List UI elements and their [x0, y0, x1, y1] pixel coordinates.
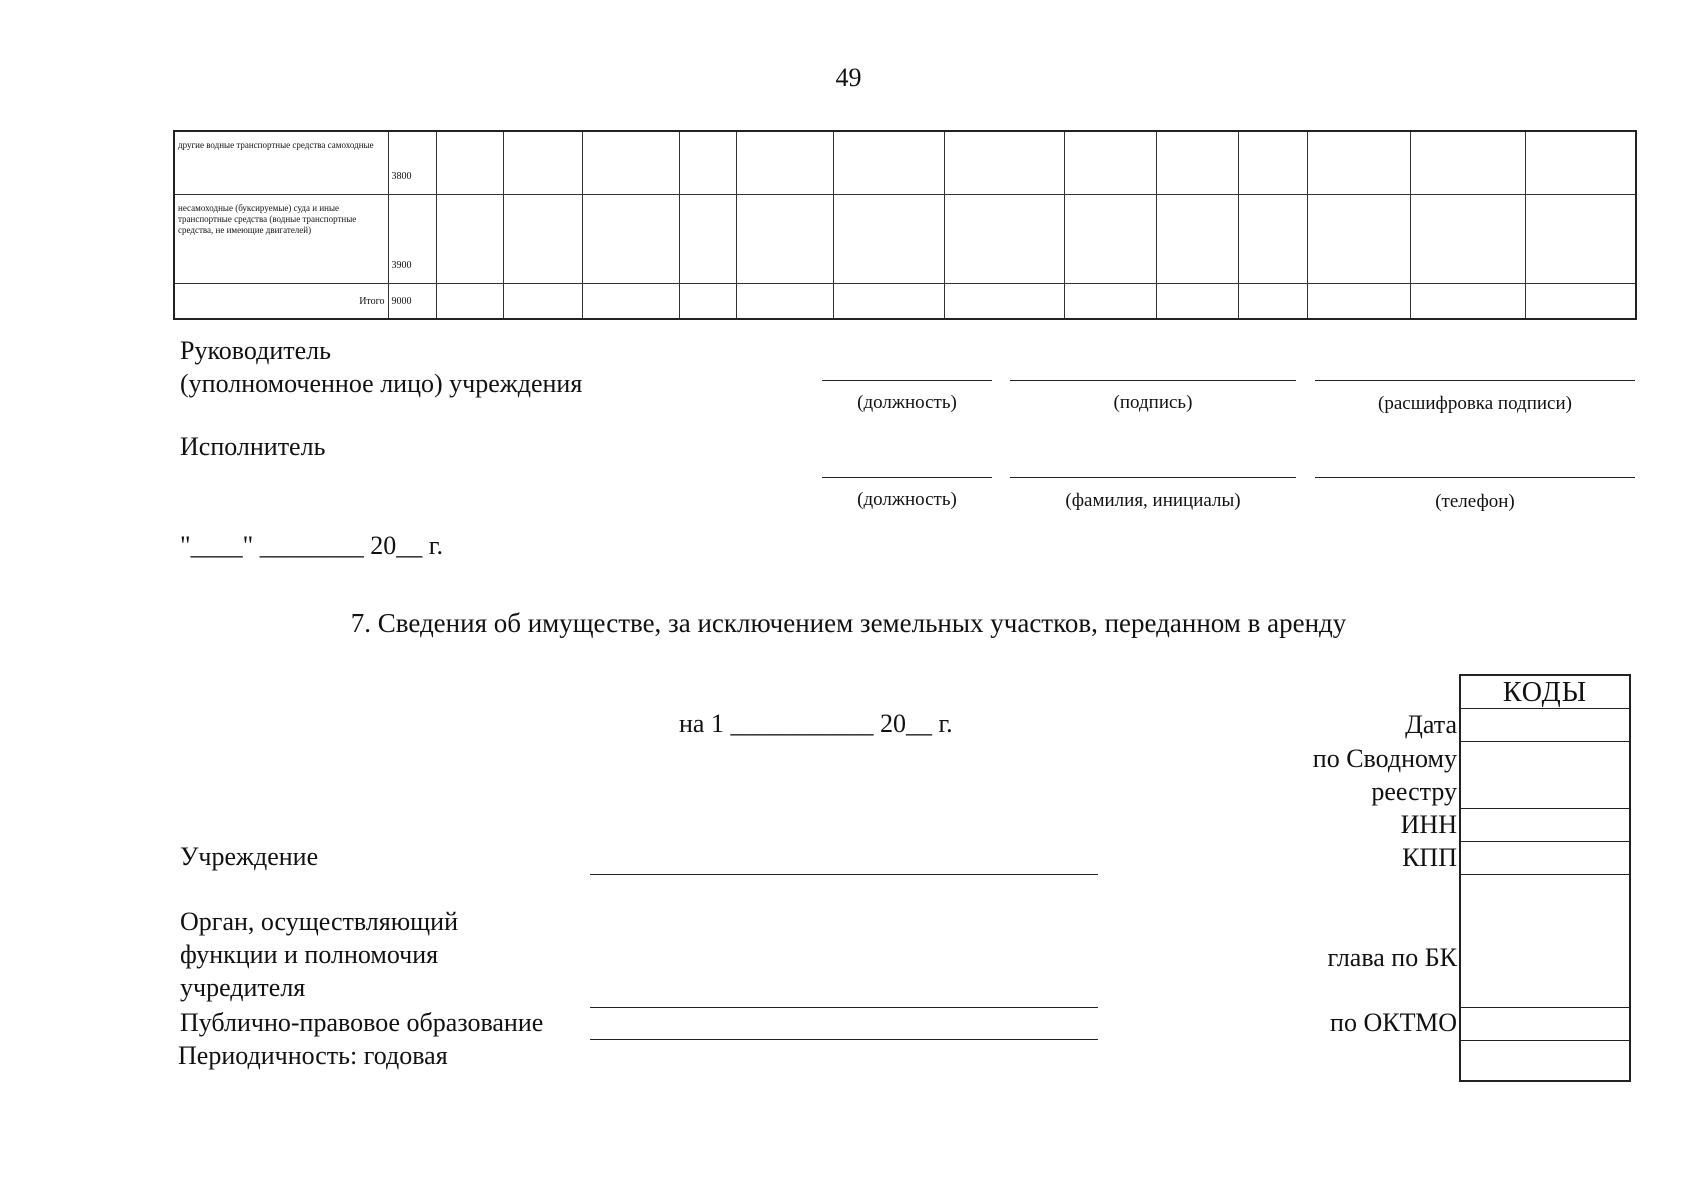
table-cell — [1156, 284, 1238, 320]
table-cell — [1525, 284, 1636, 320]
row-name: Итого — [174, 284, 388, 320]
registry-label: по Сводному — [1312, 744, 1457, 773]
table-cell — [1156, 131, 1238, 195]
oktmo-label: по ОКТМО — [1330, 1008, 1457, 1037]
report-date: на 1 ___________ 20__ г. — [679, 709, 953, 738]
table-cell — [503, 284, 582, 320]
row-code: 3900 — [388, 195, 436, 284]
table-cell — [736, 131, 833, 195]
date-label: Дата — [1405, 710, 1457, 739]
head-decoding-line — [1315, 380, 1635, 381]
table-cell — [1064, 195, 1156, 284]
institution-line — [590, 874, 1098, 875]
table-cell — [582, 284, 679, 320]
code-cell-registry — [1461, 742, 1629, 809]
executor-label: Исполнитель — [180, 432, 326, 461]
executor-position-line — [822, 477, 992, 478]
table-cell — [679, 195, 736, 284]
table-cell — [1307, 284, 1410, 320]
head-label-sub: (уполномоченное лицо) учреждения — [180, 369, 583, 398]
table-cell — [503, 195, 582, 284]
periodicity-label: Периодичность: годовая — [178, 1041, 448, 1070]
table-cell — [582, 131, 679, 195]
executor-phone-line — [1315, 477, 1635, 478]
table-cell — [736, 195, 833, 284]
founder-label-2: функции и полномочия — [180, 940, 439, 969]
executor-name-line — [1010, 477, 1296, 478]
founder-label-3: учредителя — [180, 973, 306, 1002]
row-code: 9000 — [388, 284, 436, 320]
table-cell — [833, 195, 944, 284]
table-cell — [1307, 131, 1410, 195]
institution-label: Учреждение — [180, 842, 319, 871]
code-cell-oktmo — [1461, 1008, 1629, 1041]
table-cell — [944, 284, 1064, 320]
code-cell-bk — [1461, 875, 1629, 1008]
registry-label-2: реестру — [1371, 777, 1457, 806]
table-cell — [1238, 131, 1307, 195]
founder-label: Орган, осуществляющий — [180, 907, 458, 936]
page-number: 49 — [835, 63, 862, 92]
head-signature-line — [1010, 380, 1296, 381]
table-cell — [679, 131, 736, 195]
table-cell — [582, 195, 679, 284]
table-cell — [1156, 195, 1238, 284]
codes-title: КОДЫ — [1461, 676, 1629, 709]
table-cell — [1238, 195, 1307, 284]
table-cell — [833, 284, 944, 320]
table-cell — [1525, 195, 1636, 284]
head-label: Руководитель — [180, 336, 331, 365]
head-position-caption: (должность) — [857, 392, 957, 413]
table-cell — [1064, 284, 1156, 320]
signature-date: "____" ________ 20__ г. — [180, 531, 443, 560]
row-name: несамоходные (буксируемые) суда и иные транспортные средства (водные транспортные средства, не имеющие двигателей) — [174, 195, 388, 284]
table-cell — [833, 131, 944, 195]
table-cell — [436, 131, 503, 195]
code-cell-date — [1461, 709, 1629, 742]
table-cell — [1410, 131, 1525, 195]
table-cell — [944, 131, 1064, 195]
head-decoding-caption: (расшифровка подписи) — [1378, 393, 1572, 414]
codes-box — [1459, 674, 1631, 1082]
executor-name-caption: (фамилия, инициалы) — [1065, 490, 1241, 511]
code-cell-kpp — [1461, 842, 1629, 875]
bk-chapter-label: глава по БК — [1327, 943, 1457, 972]
table-cell — [1064, 131, 1156, 195]
executor-position-caption: (должность) — [857, 489, 957, 510]
table-row — [174, 195, 1636, 284]
table-cell — [503, 131, 582, 195]
table-cell — [436, 284, 503, 320]
table-cell — [736, 284, 833, 320]
code-cell-inn — [1461, 809, 1629, 842]
table-cell — [1525, 131, 1636, 195]
code-cell-periodicity — [1461, 1041, 1629, 1077]
section-title: 7. Сведения об имуществе, за исключением земельных участков, переданном в аренду — [350, 608, 1347, 638]
head-position-line — [822, 380, 992, 381]
table-row-total — [174, 284, 1636, 320]
head-signature-caption: (подпись) — [1113, 392, 1193, 413]
public-entity-line — [590, 1039, 1098, 1040]
table-cell — [1238, 284, 1307, 320]
table-cell — [679, 284, 736, 320]
property-table-fragment — [173, 130, 1637, 320]
table-cell — [1410, 284, 1525, 320]
row-name: другие водные транспортные средства самоходные — [174, 131, 388, 195]
table-cell — [944, 195, 1064, 284]
table-cell — [1307, 195, 1410, 284]
executor-phone-caption: (телефон) — [1435, 491, 1515, 512]
inn-label: ИНН — [1400, 810, 1457, 839]
founder-line — [590, 1007, 1098, 1008]
table-row — [174, 131, 1636, 195]
table-cell — [1410, 195, 1525, 284]
table-cell — [436, 195, 503, 284]
row-code: 3800 — [388, 131, 436, 195]
kpp-label: КПП — [1402, 843, 1457, 872]
public-entity-label: Публично-правовое образование — [180, 1008, 544, 1037]
